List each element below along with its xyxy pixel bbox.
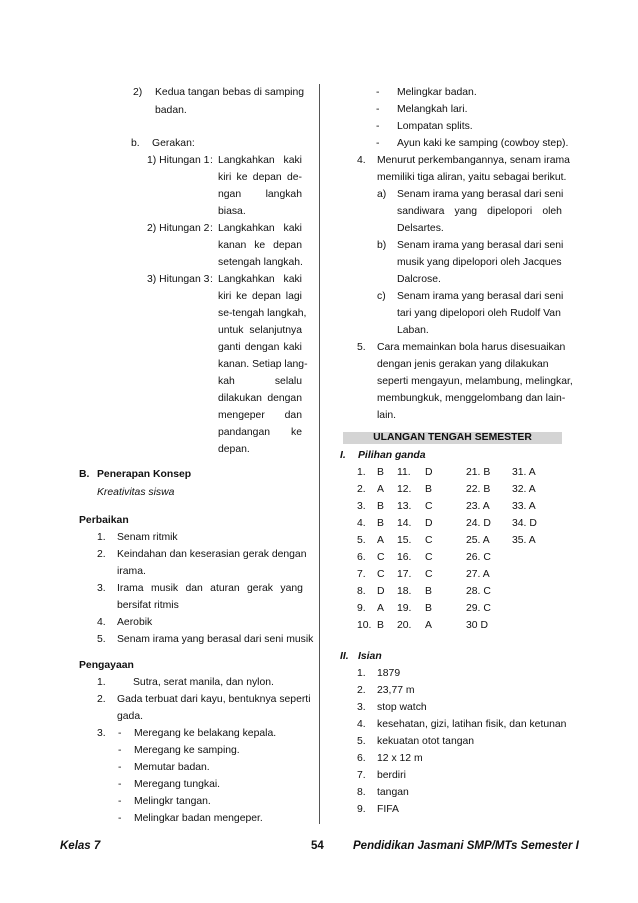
- hitungan-label: 2) Hitungan 2: [147, 223, 210, 234]
- hitungan-text: Langkahkan kaki: [218, 274, 302, 285]
- colon: :: [210, 155, 213, 166]
- answer-cell: 33. A: [512, 501, 536, 512]
- isian-answer: kekuatan otot tangan: [377, 736, 475, 747]
- list-label: b): [377, 240, 387, 251]
- list-item: gada.: [117, 711, 144, 722]
- answer-cell: 19.: [397, 603, 412, 614]
- list-item: Melangkah lari.: [397, 104, 468, 115]
- dash: -: [118, 728, 122, 739]
- paragraph-line: sandiwara yang dipelopori oleh: [397, 206, 562, 217]
- paragraph-line: dengan jenis gerakan yang dilakukan: [377, 359, 549, 370]
- hitungan-text: kanan. Setiap lang-: [218, 359, 308, 370]
- footer-book-title: Pendidikan Jasmani SMP/MTs Semester I: [353, 840, 579, 852]
- section-subtitle: Kreativitas siswa: [97, 487, 175, 498]
- list-item: Lompatan splits.: [397, 121, 473, 132]
- answer-cell: 5.: [357, 535, 366, 546]
- hitungan-text: ngan langkah: [218, 189, 302, 200]
- list-item: Meregang ke samping.: [134, 745, 240, 756]
- list-number: 7.: [357, 770, 366, 781]
- list-number: 9.: [357, 804, 366, 815]
- ulangan-title: ULANGAN TENGAH SEMESTER: [373, 432, 532, 443]
- hitungan-text: ganti dengan kaki: [218, 342, 302, 353]
- hitungan-label: 1) Hitungan 1: [147, 155, 210, 166]
- answer-cell: 12.: [397, 484, 412, 495]
- answer-cell: 2.: [357, 484, 366, 495]
- list-number: 1.: [97, 677, 106, 688]
- paragraph-line: musik yang dipelopori oleh Jacques: [397, 257, 562, 268]
- list-number: 4.: [357, 719, 366, 730]
- footer-class: Kelas 7: [60, 840, 101, 852]
- answer-cell: 25. A: [466, 535, 490, 546]
- item-text: Kedua tangan bebas di samping: [155, 87, 305, 98]
- dash: -: [376, 104, 380, 115]
- paragraph-line: Dalcrose.: [397, 274, 441, 285]
- isian-answer: berdiri: [377, 770, 406, 781]
- dash: -: [118, 762, 122, 773]
- list-number: 5.: [357, 736, 366, 747]
- hitungan-text: kiri ke depan de-: [218, 172, 302, 183]
- isian-answer: FIFA: [377, 804, 399, 815]
- list-label: a): [377, 189, 387, 200]
- answer-cell: 30 D: [466, 620, 488, 631]
- answer-cell: 8.: [357, 586, 366, 597]
- list-number: 5.: [357, 342, 366, 353]
- list-item: Irama musik dan aturan gerak yang: [117, 583, 303, 594]
- answer-cell: C: [425, 535, 433, 546]
- perbaikan-title: Perbaikan: [79, 515, 129, 526]
- dash: -: [376, 87, 380, 98]
- list-item: Melingkar badan mengeper.: [134, 813, 263, 824]
- list-item: Meregang ke belakang kepala.: [134, 728, 277, 739]
- answer-cell: 14.: [397, 518, 412, 529]
- answer-cell: D: [377, 586, 385, 597]
- section-title: Pilihan ganda: [358, 450, 426, 461]
- answer-cell: C: [425, 569, 433, 580]
- answer-cell: B: [425, 603, 432, 614]
- answer-cell: 24. D: [466, 518, 491, 529]
- list-number: 5.: [97, 634, 106, 645]
- list-number: 1.: [357, 668, 366, 679]
- column-divider: [319, 84, 320, 824]
- answer-cell: 27. A: [466, 569, 490, 580]
- answer-cell: B: [377, 467, 384, 478]
- hitungan-text: untuk selanjutnya: [218, 325, 302, 336]
- isian-answer: kesehatan, gizi, latihan fisik, dan ketunan: [377, 719, 567, 730]
- answer-cell: B: [377, 501, 384, 512]
- section-label: I.: [340, 450, 346, 461]
- paragraph-line: Laban.: [397, 325, 429, 336]
- list-item: Ayun kaki ke samping (cowboy step).: [397, 138, 569, 149]
- answer-cell: 22. B: [466, 484, 491, 495]
- subheading: Gerakan:: [152, 138, 195, 149]
- list-number: 6.: [357, 753, 366, 764]
- item-number: 2): [133, 87, 143, 98]
- list-label: b.: [131, 138, 140, 149]
- answer-cell: 21. B: [466, 467, 491, 478]
- list-number: 2.: [97, 694, 106, 705]
- dash: -: [376, 121, 380, 132]
- list-item: Aerobik: [117, 617, 153, 628]
- isian-answer: 23,77 m: [377, 685, 415, 696]
- list-item: Senam irama yang berasal dari seni musik: [117, 634, 314, 645]
- answer-cell: 6.: [357, 552, 366, 563]
- answer-cell: 13.: [397, 501, 412, 512]
- answer-cell: C: [425, 501, 433, 512]
- answer-cell: 7.: [357, 569, 366, 580]
- hitungan-text: Langkahkan kaki: [218, 223, 302, 234]
- answer-cell: 32. A: [512, 484, 536, 495]
- answer-cell: 18.: [397, 586, 412, 597]
- paragraph-line: tari yang dipelopori oleh Rudolf Van: [397, 308, 561, 319]
- list-number: 3.: [357, 702, 366, 713]
- hitungan-text: depan.: [218, 444, 250, 455]
- dash: -: [118, 779, 122, 790]
- answer-cell: 17.: [397, 569, 412, 580]
- answer-cell: 15.: [397, 535, 412, 546]
- hitungan-text: setengah langkah.: [218, 257, 303, 268]
- answer-cell: D: [425, 518, 433, 529]
- answer-cell: B: [425, 586, 432, 597]
- list-item: irama.: [117, 566, 146, 577]
- hitungan-text: dilakukan dengan: [218, 393, 302, 404]
- dash: -: [118, 796, 122, 807]
- list-item: bersifat ritmis: [117, 600, 179, 611]
- answer-cell: 31. A: [512, 467, 536, 478]
- list-number: 8.: [357, 787, 366, 798]
- list-item: Gada terbuat dari kayu, bentuknya seperti: [117, 694, 311, 705]
- list-item: Melingkar badan.: [397, 87, 477, 98]
- answer-cell: 35. A: [512, 535, 536, 546]
- answer-cell: 28. C: [466, 586, 491, 597]
- list-item: Meregang tungkai.: [134, 779, 221, 790]
- ulangan-header: [343, 432, 562, 444]
- hitungan-text: kanan ke depan: [218, 240, 302, 251]
- list-item: Senam ritmik: [117, 532, 178, 543]
- answer-cell: B: [377, 620, 384, 631]
- paragraph-line: Cara memainkan bola harus disesuaikan: [377, 342, 566, 353]
- answer-cell: A: [377, 535, 384, 546]
- list-label: c): [377, 291, 386, 302]
- answer-cell: A: [425, 620, 432, 631]
- answer-cell: 1.: [357, 467, 366, 478]
- answer-cell: 11.: [397, 467, 411, 478]
- answer-cell: 16.: [397, 552, 412, 563]
- paragraph-line: lain.: [377, 410, 397, 421]
- answer-cell: 20.: [397, 620, 412, 631]
- answer-cell: C: [377, 552, 385, 563]
- colon: :: [210, 223, 213, 234]
- paragraph-line: membungkuk, menggelombang dan lain-: [377, 393, 566, 404]
- answer-cell: 3.: [357, 501, 366, 512]
- paragraph-line: seperti mengayun, melambung, melingkar,: [377, 376, 573, 387]
- list-number: 2.: [357, 685, 366, 696]
- list-number: 2.: [97, 549, 106, 560]
- hitungan-text: se-tengah langkah,: [218, 308, 307, 319]
- list-item: Sutra, serat manila, dan nylon.: [133, 677, 274, 688]
- paragraph-line: Senam irama yang berasal dari seni: [397, 240, 564, 251]
- answer-cell: B: [377, 518, 384, 529]
- dash: -: [118, 745, 122, 756]
- answer-cell: A: [377, 484, 384, 495]
- answer-cell: 34. D: [512, 518, 537, 529]
- colon: :: [210, 274, 213, 285]
- paragraph-line: Menurut perkembangannya, senam irama: [377, 155, 570, 166]
- answer-cell: 4.: [357, 518, 366, 529]
- list-item: Melingkr tangan.: [134, 796, 211, 807]
- answer-cell: A: [377, 603, 384, 614]
- section-label: B.: [79, 469, 90, 480]
- hitungan-text: biasa.: [218, 206, 246, 217]
- paragraph-line: Senam irama yang berasal dari seni: [397, 291, 564, 302]
- list-item: Memutar badan.: [134, 762, 210, 773]
- isian-answer: 12 x 12 m: [377, 753, 423, 764]
- answer-cell: 29. C: [466, 603, 491, 614]
- answer-cell: 26. C: [466, 552, 491, 563]
- section-title: Isian: [358, 651, 382, 662]
- hitungan-text: pandangan ke: [218, 427, 302, 438]
- answer-cell: D: [425, 467, 433, 478]
- isian-answer: stop watch: [377, 702, 427, 713]
- dash: -: [118, 813, 122, 824]
- hitungan-text: kiri ke depan lagi: [218, 291, 302, 302]
- list-item: Keindahan dan keserasian gerak dengan: [117, 549, 307, 560]
- list-number: 1.: [97, 532, 106, 543]
- paragraph-line: memiliki tiga aliran, yaitu sebagai berikut.: [377, 172, 567, 183]
- list-number: 4.: [357, 155, 366, 166]
- hitungan-text: mengeper dan: [218, 410, 302, 421]
- isian-answer: tangan: [377, 787, 409, 798]
- hitungan-text: Langkahkan kaki: [218, 155, 302, 166]
- paragraph-line: Senam irama yang berasal dari seni: [397, 189, 564, 200]
- paragraph-line: Delsartes.: [397, 223, 444, 234]
- section-title: Penerapan Konsep: [97, 469, 192, 480]
- section-label: II.: [340, 651, 349, 662]
- answer-cell: C: [377, 569, 385, 580]
- pengayaan-title: Pengayaan: [79, 660, 134, 671]
- list-number: 3.: [97, 583, 106, 594]
- isian-answer: 1879: [377, 668, 401, 679]
- page-number: 54: [311, 840, 324, 852]
- answer-cell: 9.: [357, 603, 366, 614]
- list-number: 4.: [97, 617, 106, 628]
- answer-cell: B: [425, 484, 432, 495]
- dash: -: [376, 138, 380, 149]
- hitungan-text: kah selalu: [218, 376, 302, 387]
- hitungan-label: 3) Hitungan 3: [147, 274, 210, 285]
- answer-cell: 10.: [357, 620, 372, 631]
- list-number: 3.: [97, 728, 106, 739]
- item-text: badan.: [155, 105, 187, 116]
- answer-cell: 23. A: [466, 501, 490, 512]
- answer-cell: C: [425, 552, 433, 563]
